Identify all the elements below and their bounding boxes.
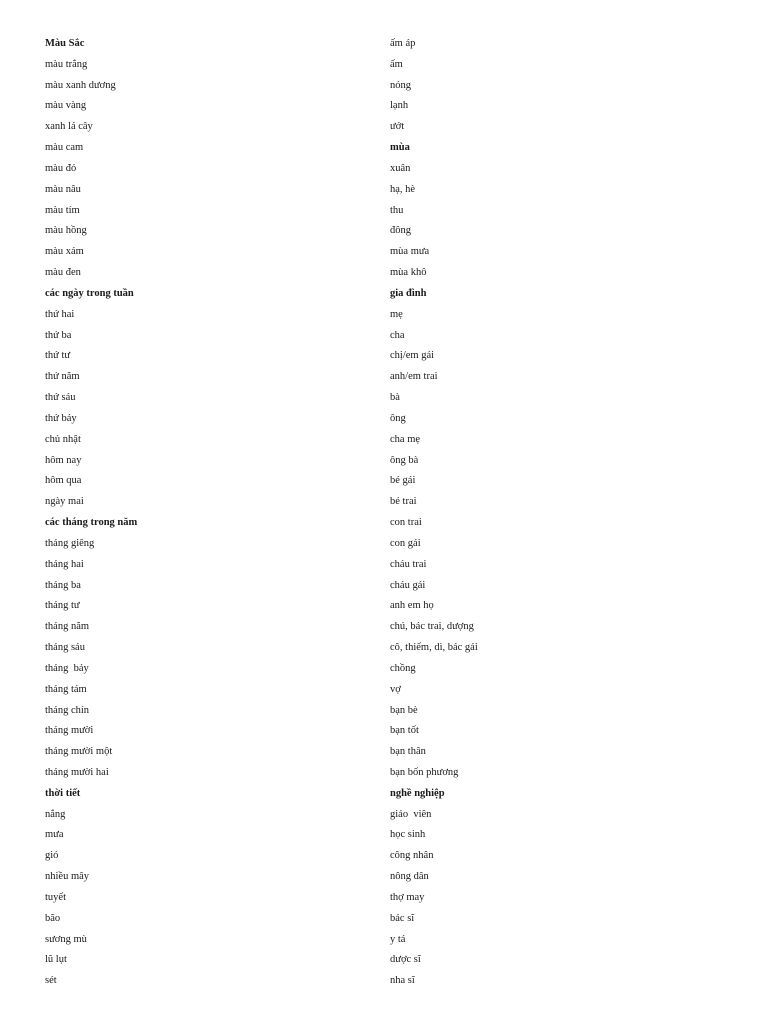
vocabulary-item: chú, bác trai, dượng	[390, 621, 474, 633]
vocabulary-item: mùa mưa	[390, 246, 430, 258]
vocabulary-item: chị/em gái	[390, 350, 435, 362]
vocabulary-item: lạnh	[390, 100, 409, 112]
section-heading: nghề nghiệp	[390, 787, 445, 799]
vocabulary-item: thứ sáu	[45, 392, 76, 404]
vocabulary-item: bạn thân	[390, 746, 426, 758]
vocabulary-item: con trai	[390, 517, 422, 529]
vocabulary-item: cháu trai	[390, 558, 427, 570]
vocabulary-item: cha mẹ	[390, 433, 421, 445]
vocabulary-item: mẹ	[390, 308, 403, 320]
vocabulary-item: hạ, hè	[390, 183, 416, 195]
vocabulary-item: bà	[390, 392, 400, 404]
vocabulary-item: hôm qua	[45, 475, 82, 487]
vocabulary-item: cô, thiếm, dì, bác gái	[390, 642, 478, 654]
vocabulary-item: tháng sáu	[45, 642, 85, 654]
vocabulary-item: tháng bảy	[45, 662, 89, 674]
vocabulary-item: màu cam	[45, 142, 84, 154]
vocabulary-item: tháng mười	[45, 725, 94, 737]
vocabulary-item: ông	[390, 412, 406, 424]
vocabulary-item: nông dân	[390, 871, 429, 883]
vocabulary-item: thứ tư	[45, 350, 71, 362]
vocabulary-item: nóng	[390, 79, 411, 91]
vocabulary-item: tháng ba	[45, 579, 81, 591]
vocabulary-item: tháng tám	[45, 683, 87, 695]
vocabulary-item: tháng năm	[45, 621, 90, 633]
vocabulary-item: màu đỏ	[45, 162, 77, 174]
vocabulary-item: anh em họ	[390, 600, 434, 612]
vocabulary-item: ấm	[390, 58, 403, 70]
vocabulary-item: màu đen	[45, 267, 81, 279]
vocabulary-item: nắng	[45, 808, 66, 820]
vocabulary-item: màu hồng	[45, 225, 87, 237]
vocabulary-item: cha	[390, 329, 405, 341]
vocabulary-item: bé trai	[390, 496, 417, 508]
vocabulary-column-right	[390, 34, 730, 992]
vocabulary-item: tuyết	[45, 891, 66, 903]
vocabulary-item: thứ ba	[45, 329, 72, 341]
vocabulary-item: ấm áp	[390, 38, 416, 49]
vocabulary-item: tháng hai	[45, 558, 84, 570]
vocabulary-item: màu trắng	[45, 58, 88, 70]
vocabulary-item: thu	[390, 204, 404, 216]
vocabulary-item: thứ năm	[45, 371, 80, 383]
vocabulary-column-left	[45, 34, 365, 992]
vocabulary-item: sương mù	[45, 933, 87, 945]
vocabulary-item: tháng mười hai	[45, 766, 109, 778]
vocabulary-item: bạn tốt	[390, 725, 419, 737]
vocabulary-item: nha sĩ	[390, 975, 415, 987]
vocabulary-item: công nhân	[390, 850, 434, 862]
vocabulary-item: xuân	[390, 162, 411, 174]
vocabulary-item: đông	[390, 225, 411, 237]
vocabulary-item: sét	[45, 975, 57, 987]
section-heading: gia đình	[390, 287, 427, 299]
vocabulary-item: giáo viên	[390, 808, 432, 820]
vocabulary-item: mùa khô	[390, 267, 427, 279]
vocabulary-item: thứ hai	[45, 308, 75, 320]
vocabulary-item: màu xám	[45, 246, 84, 258]
vocabulary-item: ông bà	[390, 454, 419, 466]
vocabulary-item: dược sĩ	[390, 954, 421, 966]
section-heading: Màu Sắc	[45, 38, 85, 49]
vocabulary-item: tháng chín	[45, 704, 90, 716]
section-heading: thời tiết	[45, 787, 81, 799]
vocabulary-item: lũ lụt	[45, 954, 67, 966]
vocabulary-item: chủ nhật	[45, 433, 81, 445]
vocabulary-item: màu vàng	[45, 100, 87, 112]
vocabulary-item: ướt	[390, 121, 405, 133]
vocabulary-item: mưa	[45, 829, 64, 841]
vocabulary-item: bé gái	[390, 475, 416, 487]
vocabulary-item: y tá	[390, 933, 406, 945]
vocabulary-item: gió	[45, 850, 59, 862]
vocabulary-item: vợ	[390, 683, 401, 695]
vocabulary-item: chồng	[390, 662, 416, 674]
vocabulary-item: thứ bảy	[45, 412, 77, 424]
vocabulary-item: bạn bè	[390, 704, 418, 716]
vocabulary-item: tháng giêng	[45, 537, 95, 549]
vocabulary-item: xanh lá cây	[45, 121, 93, 133]
vocabulary-item: học sinh	[390, 829, 426, 841]
vocabulary-item: bác sĩ	[390, 912, 415, 924]
vocabulary-item: anh/em trai	[390, 371, 438, 383]
vocabulary-item: con gái	[390, 537, 421, 549]
vocabulary-item: cháu gái	[390, 579, 426, 591]
vocabulary-item: màu xanh dương	[45, 79, 116, 91]
vocabulary-item: tháng tư	[45, 600, 80, 612]
vocabulary-item: bạn bốn phương	[390, 766, 459, 778]
vocabulary-item: thợ may	[390, 891, 425, 903]
vocabulary-item: tháng mười một	[45, 746, 113, 758]
section-heading: các tháng trong năm	[45, 517, 138, 529]
section-heading: mùa	[390, 142, 410, 154]
vocabulary-item: bão	[45, 912, 61, 924]
vocabulary-item: màu nâu	[45, 183, 81, 195]
vocabulary-item: ngày mai	[45, 496, 84, 508]
vocabulary-item: màu tím	[45, 204, 80, 216]
vocabulary-item: nhiều mây	[45, 871, 90, 883]
section-heading: các ngày trong tuần	[45, 287, 134, 299]
vocabulary-item: hôm nay	[45, 454, 82, 466]
